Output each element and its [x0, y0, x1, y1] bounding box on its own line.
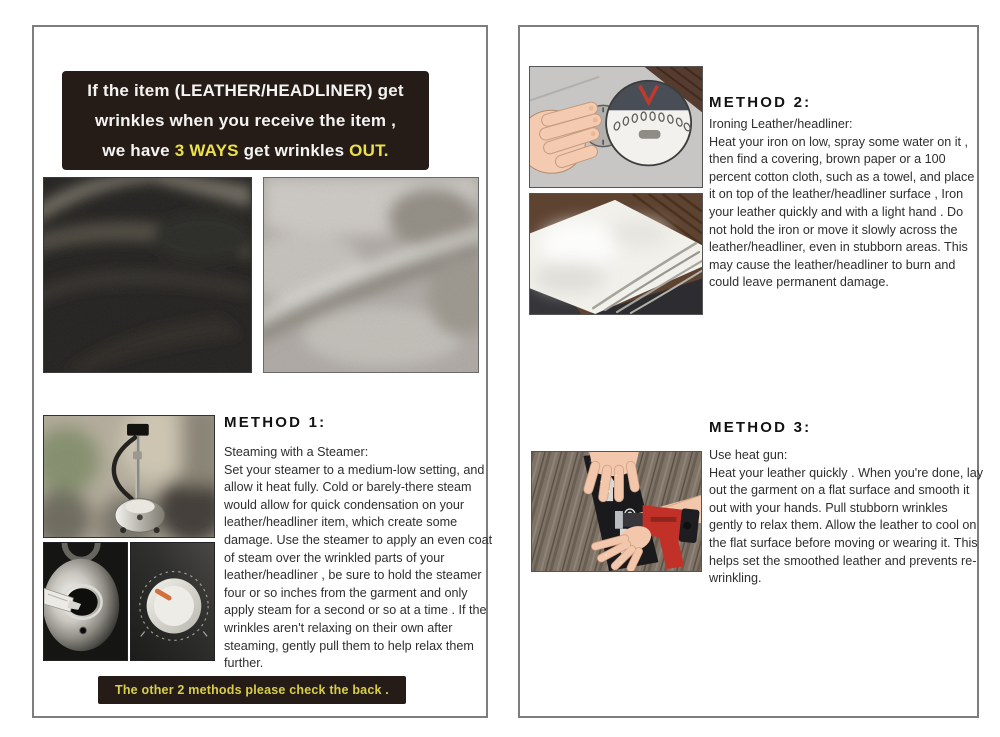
- method2-text: [709, 116, 983, 292]
- banner-line3-pre: we have: [102, 141, 175, 160]
- footer-note-banner: The other 2 methods please check the back .: [98, 676, 406, 704]
- banner-line2: wrinkles when you receive the item ,: [94, 111, 397, 130]
- banner-line1: If the item (LEATHER/HEADLINER) get: [87, 81, 404, 100]
- method3-body: Heat your leather quickly . When you're done, lay out the garment on a flat surface and smooth it out with your hands. Pull stubborn wrinkles gently to relax them. Allow the leather to cool on the flat surface before moving or wearing it. This helps set the smoothed leather and prevents re-wrinkling.: [709, 465, 984, 586]
- banner-highlight-out: OUT.: [349, 141, 389, 160]
- garment-steamer-photo: [43, 415, 215, 538]
- right-page: [518, 25, 984, 718]
- method1-body: Set your steamer to a medium-low setting, and allow it heat fully. Cold or barely-there steam would allow for quick condensation on your leather/headliner item, which create some damage. Use the steamer to apply an even coat of steam over the wrinkled parts of your leather/headliner , be sure to hold the steamer four or so inches from the garment and only apply steam for a second or so at a time . If the wrinkles aren't relaxing on their own after steaming, gently pull them to help relax them further.: [224, 462, 493, 671]
- method2-subtitle: Ironing Leather/headliner:: [709, 117, 853, 131]
- wrinkled-dark-leather-photo: [43, 177, 252, 373]
- method1-heading: METHOD 1:: [224, 414, 327, 431]
- method1-subtitle: Steaming with a Steamer:: [224, 445, 369, 459]
- banner-highlight-3ways: 3 WAYS: [174, 141, 239, 160]
- method3-subtitle: Use heat gun:: [709, 448, 788, 462]
- banner-line3-mid: get wrinkles: [238, 141, 350, 160]
- heat-gun-illustration: [531, 451, 702, 572]
- intro-banner: [62, 71, 429, 170]
- wrinkled-gray-fabric-photo: [263, 177, 479, 373]
- left-page: [32, 25, 493, 718]
- steamer-nozzle-closeup-photo: [43, 542, 128, 661]
- method1-text: [224, 444, 496, 673]
- method3-text: [709, 447, 983, 588]
- method3-heading: METHOD 3:: [709, 419, 812, 436]
- method2-body: Heat your iron on low, spray some water on it , then find a covering, brown paper or a 100 percent cotton cloth, such as a towel, and place it on top of the leather/headliner surface , Iron your leather quickly and with a light hand . Do not hold the iron or move it slowly across the leather/headliner, even in stubborn areas. This may cause the leather/headliner to burn and could leave permanent damage.: [709, 134, 975, 290]
- steamer-dial-knob-photo: [130, 542, 215, 661]
- banner-line3: [62, 136, 429, 166]
- iron-dial-illustration: [529, 66, 703, 188]
- folded-towel-photo: [529, 193, 703, 315]
- method2-heading: METHOD 2:: [709, 94, 812, 111]
